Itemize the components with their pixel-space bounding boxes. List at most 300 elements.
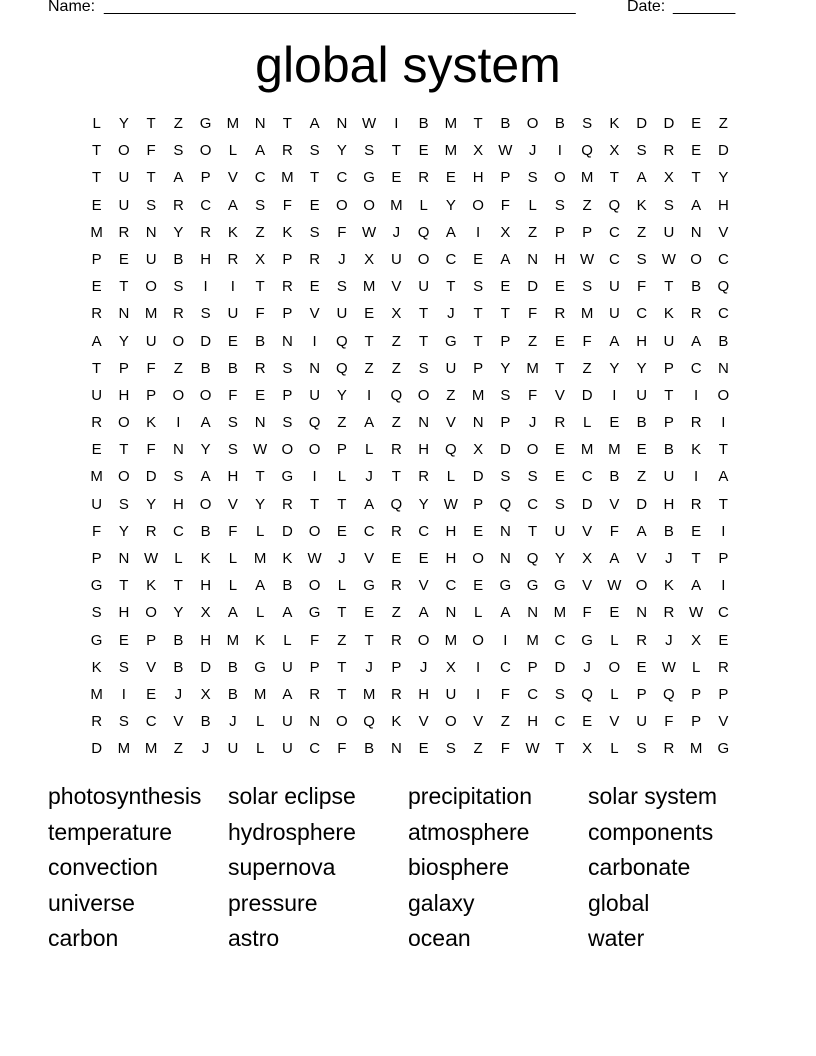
grid-letter[interactable]: U — [145, 332, 157, 350]
grid-letter[interactable]: E — [418, 740, 429, 758]
grid-letter[interactable]: E — [336, 522, 347, 540]
grid-letter[interactable]: N — [717, 359, 729, 377]
grid-letter[interactable]: I — [394, 115, 399, 132]
grid-letter[interactable]: S — [636, 250, 647, 268]
grid-letter[interactable]: S — [309, 142, 320, 160]
grid-letter[interactable]: I — [203, 278, 208, 296]
grid-letter[interactable]: J — [338, 250, 346, 268]
grid-letter[interactable]: R — [554, 305, 566, 323]
grid-letter[interactable]: M — [226, 115, 240, 132]
grid-letter[interactable]: E — [718, 631, 729, 649]
grid-letter[interactable]: Z — [446, 386, 456, 404]
grid-letter[interactable]: Z — [582, 359, 592, 377]
grid-letter[interactable]: R — [200, 223, 212, 241]
grid-letter[interactable]: B — [500, 115, 511, 132]
grid-letter[interactable]: M — [444, 142, 458, 160]
grid-letter[interactable]: E — [91, 196, 102, 214]
grid-letter[interactable]: N — [636, 604, 648, 622]
grid-letter[interactable]: I — [312, 332, 317, 350]
grid-letter[interactable]: R — [418, 169, 430, 187]
grid-letter[interactable]: I — [367, 386, 372, 404]
grid-letter[interactable]: G — [308, 604, 321, 622]
grid-letter[interactable]: O — [308, 577, 321, 595]
grid-letter[interactable]: Q — [363, 713, 375, 731]
grid-letter[interactable]: P — [282, 250, 293, 268]
grid-letter[interactable]: S — [282, 414, 293, 432]
grid-letter[interactable]: Y — [118, 115, 129, 132]
grid-letter[interactable]: S — [636, 142, 647, 160]
grid-letter[interactable]: N — [254, 414, 266, 432]
grid-letter[interactable]: E — [691, 522, 702, 540]
grid-letter[interactable]: P — [500, 414, 511, 432]
grid-letter[interactable]: U — [663, 332, 675, 350]
grid-letter[interactable]: I — [312, 468, 317, 486]
grid-letter[interactable]: F — [500, 685, 510, 703]
grid-letter[interactable]: O — [554, 169, 566, 187]
grid-letter[interactable]: K — [691, 441, 702, 459]
grid-letter[interactable]: W — [661, 250, 676, 268]
grid-letter[interactable]: A — [500, 250, 511, 268]
grid-letter[interactable]: L — [228, 550, 238, 567]
grid-letter[interactable]: F — [664, 713, 674, 731]
grid-letter[interactable]: T — [691, 169, 701, 187]
grid-letter[interactable]: B — [200, 359, 211, 377]
grid-letter[interactable]: L — [610, 631, 619, 649]
grid-letter[interactable]: Y — [609, 359, 620, 377]
grid-letter[interactable]: Y — [146, 495, 157, 513]
grid-letter[interactable]: F — [582, 332, 592, 350]
grid-letter[interactable]: J — [528, 414, 537, 432]
grid-letter[interactable]: H — [118, 386, 130, 404]
grid-letter[interactable]: U — [336, 305, 348, 323]
grid-letter[interactable]: O — [690, 250, 702, 268]
grid-letter[interactable]: K — [146, 414, 157, 432]
grid-letter[interactable]: X — [582, 740, 593, 758]
grid-letter[interactable]: T — [92, 169, 102, 187]
grid-letter[interactable]: C — [172, 522, 184, 540]
grid-letter[interactable]: G — [445, 332, 457, 350]
grid-letter[interactable]: O — [526, 115, 539, 132]
grid-letter[interactable]: U — [445, 359, 457, 377]
grid-letter[interactable]: W — [362, 115, 377, 132]
grid-letter[interactable]: V — [418, 577, 429, 595]
grid-letter[interactable]: X — [473, 142, 484, 160]
grid-letter[interactable]: I — [694, 386, 699, 404]
grid-letter[interactable]: U — [227, 740, 239, 758]
grid-letter[interactable]: V — [582, 522, 593, 540]
grid-letter[interactable]: C — [445, 250, 457, 268]
grid-letter[interactable]: N — [472, 414, 484, 432]
grid-letter[interactable]: T — [419, 305, 429, 323]
grid-letter[interactable]: N — [118, 550, 130, 567]
grid-letter[interactable]: X — [663, 169, 674, 187]
grid-letter[interactable]: F — [528, 386, 538, 404]
grid-letter[interactable]: I — [694, 468, 699, 486]
grid-letter[interactable]: C — [608, 223, 620, 241]
grid-letter[interactable]: O — [526, 441, 539, 459]
grid-letter[interactable]: Q — [608, 196, 621, 214]
grid-letter[interactable]: Z — [637, 223, 647, 241]
grid-letter[interactable]: U — [309, 386, 321, 404]
grid-letter[interactable]: H — [717, 196, 729, 214]
grid-letter[interactable]: W — [362, 223, 377, 241]
grid-letter[interactable]: V — [445, 414, 456, 432]
grid-letter[interactable]: A — [91, 332, 102, 350]
grid-letter[interactable]: E — [309, 278, 320, 296]
grid-letter[interactable]: O — [717, 386, 730, 404]
grid-letter[interactable]: L — [283, 631, 292, 649]
grid-letter[interactable]: G — [717, 740, 730, 758]
grid-letter[interactable]: K — [146, 577, 157, 595]
grid-letter[interactable]: V — [146, 658, 157, 676]
grid-letter[interactable]: H — [200, 577, 212, 595]
grid-letter[interactable]: L — [582, 414, 592, 432]
grid-letter[interactable]: B — [364, 740, 375, 758]
grid-letter[interactable]: Z — [718, 115, 728, 132]
grid-letter[interactable]: P — [336, 441, 347, 459]
grid-letter[interactable]: V — [718, 223, 729, 241]
grid-letter[interactable]: Y — [173, 604, 184, 622]
grid-letter[interactable]: Z — [391, 604, 401, 622]
grid-letter[interactable]: H — [445, 550, 457, 567]
grid-letter[interactable]: T — [691, 550, 701, 567]
grid-letter[interactable]: R — [281, 495, 293, 513]
grid-letter[interactable]: R — [309, 685, 321, 703]
grid-letter[interactable]: A — [691, 577, 702, 595]
grid-letter[interactable]: T — [92, 359, 102, 377]
grid-letter[interactable]: U — [227, 305, 239, 323]
grid-letter[interactable]: M — [608, 441, 621, 459]
grid-letter[interactable]: N — [445, 604, 457, 622]
grid-letter[interactable]: E — [609, 414, 620, 432]
grid-letter[interactable]: M — [444, 631, 458, 649]
grid-letter[interactable]: P — [282, 386, 293, 404]
grid-letter[interactable]: C — [254, 169, 266, 187]
grid-letter[interactable]: S — [173, 142, 184, 160]
grid-letter[interactable]: K — [227, 223, 238, 241]
grid-letter[interactable]: L — [419, 196, 428, 214]
grid-letter[interactable]: I — [721, 414, 726, 432]
grid-letter[interactable]: R — [690, 414, 702, 432]
grid-letter[interactable]: M — [253, 550, 267, 567]
grid-letter[interactable]: C — [309, 740, 321, 758]
grid-letter[interactable]: J — [229, 713, 237, 731]
grid-letter[interactable]: D — [499, 441, 511, 459]
grid-letter[interactable]: J — [365, 468, 373, 486]
grid-letter[interactable]: Q — [581, 142, 593, 160]
grid-letter[interactable]: E — [118, 631, 129, 649]
grid-letter[interactable]: H — [445, 522, 457, 540]
grid-letter[interactable]: O — [281, 441, 294, 459]
grid-letter[interactable]: N — [527, 250, 539, 268]
grid-letter[interactable]: D — [717, 142, 729, 160]
grid-letter[interactable]: Q — [717, 278, 730, 296]
grid-letter[interactable]: M — [281, 169, 294, 187]
grid-letter[interactable]: E — [554, 278, 565, 296]
grid-letter[interactable]: F — [310, 631, 320, 649]
grid-letter[interactable]: P — [527, 658, 538, 676]
grid-letter[interactable]: R — [418, 468, 430, 486]
grid-letter[interactable]: D — [200, 658, 212, 676]
grid-letter[interactable]: A — [309, 115, 320, 132]
grid-letter[interactable]: U — [608, 278, 620, 296]
grid-letter[interactable]: C — [418, 522, 430, 540]
grid-letter[interactable]: Z — [173, 115, 183, 132]
grid-letter[interactable]: A — [227, 604, 238, 622]
grid-letter[interactable]: J — [419, 658, 428, 676]
grid-letter[interactable]: L — [528, 196, 537, 214]
grid-letter[interactable]: D — [145, 468, 157, 486]
grid-letter[interactable]: N — [527, 604, 539, 622]
grid-letter[interactable]: T — [146, 115, 156, 132]
grid-letter[interactable]: B — [691, 278, 702, 296]
grid-letter[interactable]: A — [691, 332, 702, 350]
grid-letter[interactable]: R — [636, 631, 648, 649]
grid-letter[interactable]: E — [554, 441, 565, 459]
grid-letter[interactable]: B — [554, 115, 565, 132]
grid-letter[interactable]: J — [365, 658, 373, 676]
grid-letter[interactable]: N — [145, 223, 157, 241]
grid-letter[interactable]: H — [200, 250, 212, 268]
grid-letter[interactable]: M — [362, 278, 376, 296]
grid-letter[interactable]: E — [554, 332, 565, 350]
grid-letter[interactable]: H — [200, 631, 212, 649]
grid-letter[interactable]: J — [665, 550, 673, 567]
grid-letter[interactable]: R — [91, 305, 103, 323]
grid-letter[interactable]: R — [663, 740, 675, 758]
grid-letter[interactable]: E — [364, 604, 375, 622]
grid-letter[interactable]: I — [476, 685, 481, 703]
grid-letter[interactable]: O — [172, 386, 185, 404]
grid-letter[interactable]: O — [472, 550, 484, 567]
grid-letter[interactable]: R — [390, 441, 402, 459]
grid-letter[interactable]: T — [609, 169, 619, 187]
grid-letter[interactable]: R — [145, 522, 157, 540]
grid-letter[interactable]: M — [90, 223, 103, 241]
grid-letter[interactable]: S — [636, 740, 647, 758]
grid-letter[interactable]: N — [418, 414, 430, 432]
grid-letter[interactable]: O — [336, 196, 348, 214]
grid-letter[interactable]: V — [364, 550, 375, 567]
grid-letter[interactable]: T — [337, 658, 347, 676]
grid-letter[interactable]: Z — [364, 359, 374, 377]
grid-letter[interactable]: H — [636, 332, 648, 350]
grid-letter[interactable]: B — [173, 631, 184, 649]
grid-letter[interactable]: T — [337, 685, 347, 703]
grid-letter[interactable]: P — [473, 495, 484, 513]
grid-letter[interactable]: Q — [390, 386, 403, 404]
grid-letter[interactable]: Y — [118, 332, 129, 350]
grid-letter[interactable]: P — [91, 250, 102, 268]
grid-letter[interactable]: T — [92, 142, 102, 160]
grid-letter[interactable]: R — [227, 250, 239, 268]
grid-letter[interactable]: A — [227, 196, 238, 214]
grid-letter[interactable]: R — [390, 631, 402, 649]
grid-letter[interactable]: O — [608, 658, 621, 676]
grid-letter[interactable]: Q — [581, 685, 593, 703]
grid-letter[interactable]: R — [91, 414, 103, 432]
grid-letter[interactable]: U — [118, 169, 130, 187]
grid-letter[interactable]: U — [636, 713, 648, 731]
grid-letter[interactable]: R — [118, 223, 130, 241]
grid-letter[interactable]: A — [255, 142, 266, 160]
grid-letter[interactable]: M — [580, 169, 594, 187]
grid-letter[interactable]: E — [418, 550, 429, 567]
grid-letter[interactable]: K — [663, 577, 674, 595]
grid-letter[interactable]: B — [418, 115, 429, 132]
grid-letter[interactable]: D — [527, 278, 539, 296]
grid-letter[interactable]: Z — [337, 414, 347, 432]
grid-letter[interactable]: J — [338, 550, 346, 567]
grid-letter[interactable]: M — [144, 740, 158, 758]
grid-letter[interactable]: D — [200, 332, 212, 350]
grid-letter[interactable]: T — [718, 495, 728, 513]
grid-letter[interactable]: Y — [418, 495, 429, 513]
grid-letter[interactable]: F — [582, 604, 592, 622]
grid-letter[interactable]: Y — [255, 495, 266, 513]
grid-letter[interactable]: Y — [336, 386, 347, 404]
grid-letter[interactable]: S — [200, 305, 211, 323]
grid-letter[interactable]: N — [690, 223, 702, 241]
grid-letter[interactable]: F — [500, 740, 510, 758]
grid-letter[interactable]: G — [254, 658, 266, 676]
grid-letter[interactable]: Q — [308, 414, 321, 432]
grid-letter[interactable]: Y — [173, 223, 184, 241]
grid-letter[interactable]: X — [391, 305, 402, 323]
grid-letter[interactable]: V — [227, 169, 238, 187]
grid-letter[interactable]: M — [90, 468, 103, 486]
grid-letter[interactable]: B — [255, 332, 266, 350]
grid-letter[interactable]: W — [498, 142, 513, 160]
grid-letter[interactable]: K — [609, 115, 620, 132]
grid-letter[interactable]: B — [200, 522, 211, 540]
grid-letter[interactable]: E — [364, 305, 375, 323]
grid-letter[interactable]: T — [391, 142, 401, 160]
grid-letter[interactable]: N — [254, 115, 266, 132]
grid-letter[interactable]: U — [281, 713, 293, 731]
grid-letter[interactable]: V — [582, 577, 593, 595]
grid-letter[interactable]: V — [718, 713, 729, 731]
grid-letter[interactable]: B — [718, 332, 729, 350]
grid-letter[interactable]: V — [391, 278, 402, 296]
grid-letter[interactable]: S — [227, 414, 238, 432]
grid-letter[interactable]: E — [554, 468, 565, 486]
grid-letter[interactable]: M — [553, 604, 567, 622]
grid-letter[interactable]: C — [717, 604, 729, 622]
grid-letter[interactable]: N — [281, 332, 293, 350]
grid-letter[interactable]: D — [663, 115, 675, 132]
grid-letter[interactable]: X — [364, 250, 375, 268]
grid-letter[interactable]: E — [391, 550, 402, 567]
grid-letter[interactable]: L — [610, 685, 619, 703]
grid-letter[interactable]: F — [637, 278, 647, 296]
grid-letter[interactable]: P — [500, 169, 511, 187]
grid-letter[interactable]: W — [253, 441, 268, 459]
grid-letter[interactable]: U — [390, 250, 402, 268]
grid-letter[interactable]: Q — [336, 359, 348, 377]
grid-letter[interactable]: K — [255, 631, 266, 649]
grid-letter[interactable]: F — [337, 740, 347, 758]
grid-letter[interactable]: T — [119, 441, 129, 459]
grid-letter[interactable]: C — [200, 196, 212, 214]
grid-letter[interactable]: F — [146, 142, 156, 160]
grid-letter[interactable]: K — [282, 550, 293, 567]
grid-letter[interactable]: S — [500, 468, 511, 486]
grid-letter[interactable]: S — [118, 713, 129, 731]
grid-letter[interactable]: C — [527, 685, 539, 703]
grid-letter[interactable]: B — [227, 359, 238, 377]
grid-letter[interactable]: S — [364, 142, 375, 160]
grid-letter[interactable]: H — [227, 468, 239, 486]
grid-letter[interactable]: O — [172, 332, 185, 350]
grid-letter[interactable]: H — [172, 495, 184, 513]
grid-letter[interactable]: S — [146, 196, 157, 214]
grid-letter[interactable]: F — [609, 522, 619, 540]
grid-letter[interactable]: O — [199, 495, 212, 513]
grid-letter[interactable]: P — [146, 631, 157, 649]
grid-letter[interactable]: B — [173, 250, 184, 268]
grid-letter[interactable]: F — [500, 196, 510, 214]
grid-letter[interactable]: X — [582, 550, 593, 567]
grid-letter[interactable]: B — [663, 522, 674, 540]
grid-letter[interactable]: L — [255, 522, 265, 540]
grid-letter[interactable]: C — [717, 305, 729, 323]
grid-letter[interactable]: W — [307, 550, 322, 567]
grid-letter[interactable]: L — [337, 468, 347, 486]
grid-letter[interactable]: S — [255, 196, 266, 214]
grid-letter[interactable]: T — [337, 604, 347, 622]
grid-letter[interactable]: X — [255, 250, 266, 268]
grid-letter[interactable]: S — [527, 169, 538, 187]
grid-letter[interactable]: L — [446, 468, 456, 486]
grid-letter[interactable]: E — [255, 386, 266, 404]
grid-letter[interactable]: I — [176, 414, 181, 432]
grid-letter[interactable]: Z — [582, 196, 592, 214]
grid-letter[interactable]: I — [612, 386, 617, 404]
grid-letter[interactable]: Z — [391, 359, 401, 377]
grid-letter[interactable]: O — [363, 196, 375, 214]
grid-letter[interactable]: I — [121, 685, 126, 703]
grid-letter[interactable]: R — [281, 278, 293, 296]
grid-letter[interactable]: X — [500, 223, 511, 241]
grid-letter[interactable]: Q — [336, 332, 348, 350]
grid-letter[interactable]: O — [118, 142, 130, 160]
grid-letter[interactable]: J — [201, 740, 210, 758]
grid-letter[interactable]: O — [199, 142, 212, 160]
grid-letter[interactable]: W — [580, 250, 595, 268]
grid-letter[interactable]: O — [145, 604, 157, 622]
grid-letter[interactable]: F — [228, 386, 238, 404]
grid-letter[interactable]: K — [663, 305, 674, 323]
grid-letter[interactable]: M — [444, 115, 458, 132]
grid-letter[interactable]: A — [282, 685, 293, 703]
grid-letter[interactable]: U — [608, 305, 620, 323]
grid-letter[interactable]: C — [499, 658, 511, 676]
grid-letter[interactable]: B — [609, 468, 620, 486]
grid-letter[interactable]: R — [172, 196, 184, 214]
grid-letter[interactable]: L — [174, 550, 183, 567]
grid-letter[interactable]: E — [473, 250, 484, 268]
grid-letter[interactable]: V — [636, 550, 647, 567]
grid-letter[interactable]: B — [282, 577, 293, 595]
grid-letter[interactable]: T — [419, 332, 429, 350]
grid-letter[interactable]: A — [609, 550, 620, 567]
grid-letter[interactable]: I — [476, 658, 481, 676]
grid-letter[interactable]: Q — [526, 550, 539, 567]
grid-letter[interactable]: O — [118, 468, 130, 486]
grid-letter[interactable]: U — [118, 196, 130, 214]
grid-letter[interactable]: O — [336, 713, 348, 731]
